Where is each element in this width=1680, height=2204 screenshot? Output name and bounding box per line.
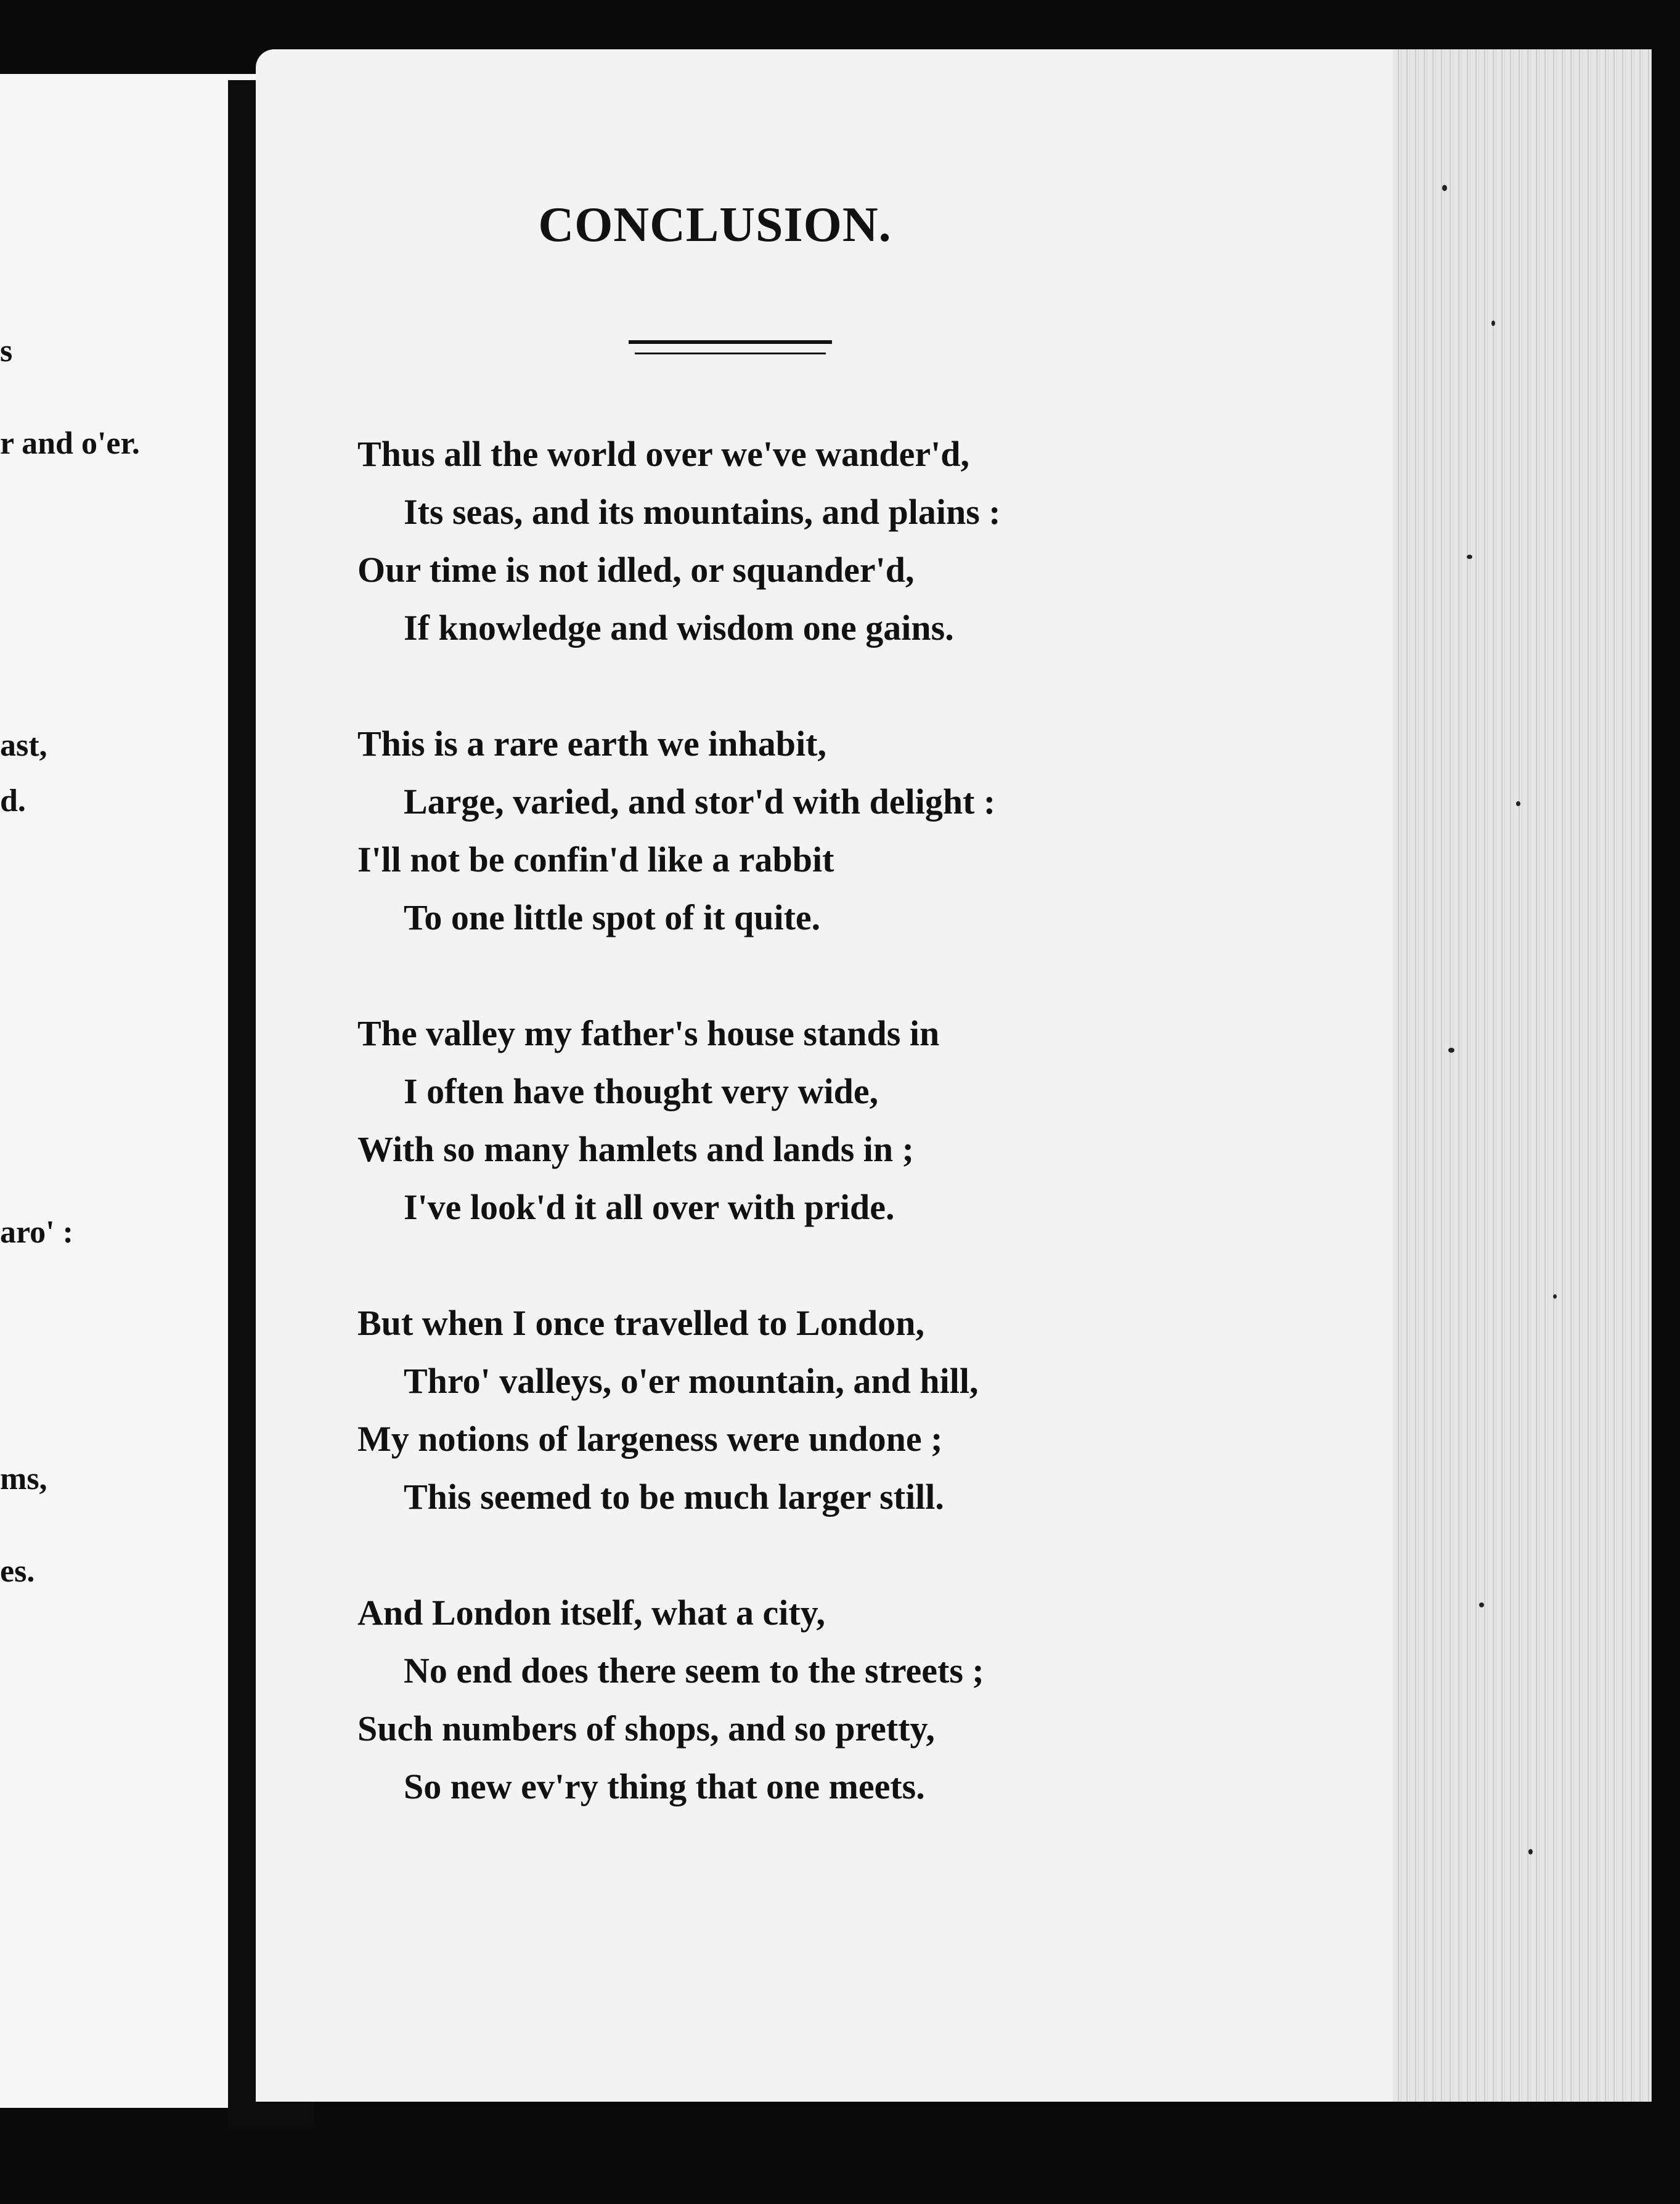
stanza	[357, 715, 1220, 947]
poem-line: Thro' valleys, o'er mountain, and hill,	[404, 1361, 979, 1401]
page-title: CONCLUSION.	[538, 198, 892, 252]
poem-line: Large, varied, and stor'd with delight :	[404, 782, 996, 822]
poem-line: Such numbers of shops, and so pretty,	[357, 1708, 935, 1749]
left-page-fragment: d.	[0, 783, 26, 818]
poem-line: Its seas, and its mountains, and plains :	[404, 492, 1001, 532]
poem-line: And London itself, what a city,	[357, 1593, 825, 1633]
title-rule	[629, 340, 832, 344]
stanza	[357, 425, 1220, 657]
left-page-fragment: ast,	[0, 728, 47, 763]
poem-body	[357, 425, 1220, 1874]
poem-line: So new ev'ry thing that one meets.	[404, 1766, 925, 1806]
poem-line: Thus all the world over we've wander'd,	[357, 434, 969, 474]
poem-line: With so many hamlets and lands in ;	[357, 1129, 914, 1169]
paper-speck	[1553, 1294, 1557, 1299]
left-page-fragment: r and o'er.	[0, 426, 140, 461]
poem-line: To one little spot of it quite.	[404, 897, 821, 937]
paper-speck	[1528, 1849, 1533, 1855]
left-page-fragment: s	[0, 333, 13, 369]
stanza	[357, 1005, 1220, 1236]
poem-line: This seemed to be much larger still.	[404, 1477, 944, 1517]
poem-line: I've look'd it all over with pride.	[404, 1187, 895, 1227]
stanza	[357, 1584, 1220, 1816]
paper-speck	[1442, 185, 1447, 191]
poem-line: My notions of largeness were undone ;	[357, 1419, 943, 1459]
left-page-fragment: aro' :	[0, 1215, 73, 1250]
poem-line: Our time is not idled, or squander'd,	[357, 550, 915, 590]
poem-line: I'll not be confin'd like a rabbit	[357, 839, 834, 880]
paper-speck	[1516, 801, 1520, 806]
paper-speck	[1479, 1602, 1484, 1607]
poem-line: If knowledge and wisdom one gains.	[404, 608, 954, 648]
page-fore-edge	[1393, 49, 1652, 2102]
paper-speck	[1491, 320, 1495, 326]
left-page-fragment: es.	[0, 1554, 35, 1589]
poem-line: I often have thought very wide,	[404, 1071, 879, 1111]
poem-line: But when I once travelled to London,	[357, 1303, 925, 1343]
poem-line: No end does there seem to the streets ;	[404, 1651, 984, 1691]
stanza	[357, 1294, 1220, 1526]
paper-speck	[1467, 555, 1472, 559]
paper-speck	[1448, 1048, 1454, 1053]
poem-line: The valley my father's house stands in	[357, 1013, 940, 1053]
poem-line: This is a rare earth we inhabit,	[357, 724, 826, 764]
left-page-fragment: ms,	[0, 1461, 47, 1496]
title-rule-thin	[635, 353, 826, 354]
